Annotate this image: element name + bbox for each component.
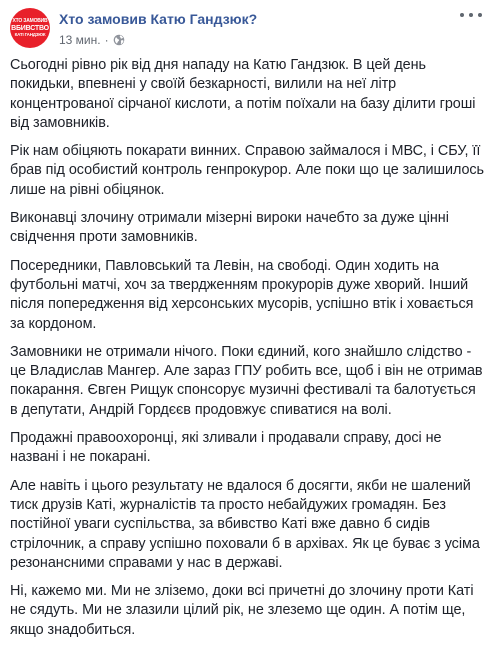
avatar-text-line-2: ВБИВСТВО [11,24,49,32]
globe-icon[interactable] [113,34,125,46]
post-paragraph-3: Виконавці злочину отримали мізерні вироки начебто за дуже цінні свідчення проти замовників. [10,210,449,246]
post-body [10,56,486,649]
post-paragraph-8: Ні, кажемо ми. Ми не зліземо, доки всі причетні до злочину проти Каті не сядуть. Ми не злазили цілий рік, не злеземо ще один. А потім ще, якщо знадобиться. [10,583,474,638]
avatar-text-line-1: ХТО ЗАМОВИВ [12,17,48,24]
more-dot-3 [478,13,482,17]
post-meta [59,33,125,47]
post-paragraph-6: Продажні правоохоронці, які зливали і продавали справу, досі не названі і не покарані. [10,430,442,466]
post-timestamp[interactable]: 13 мин. [59,33,101,47]
post-paragraph-7: Але навіть і цього результату не вдалося б досягти, якби не шалений тиск друзів Каті, журналістів та просто небайдужих громадян. Без постійної уваги суспільства, за вбивство Каті вже давно б сидів стрілочник, а справу успішно поховали б в архівах. Як це буває з усіма резонансними справами у нас в державі. [10,477,480,571]
post-paragraph-4: Посередники, Павловський та Левін, на свободі. Один ходить на футбольні матчі, хоч за твердженням прокурорів дуже хворий. Інший після попередження від херсонських мусорів, успішно втік і ховається за кордоном. [10,257,474,332]
meta-separator: · [104,33,109,47]
post-paragraph-1: Сьогодні рівно рік від дня нападу на Катю Гандзюк. В цей день покидьки, впевнені у своїй безкарності, вилили на неї літр концентрованої сірчаної кислоти, а потім поїхали на базу ділити гроші від замовників. [10,57,476,131]
post-paragraph-2: Рік нам обіцяють покарати винних. Справою займалося і МВС, і СБУ, її брав під особистий контроль генпрокурор. Але поки що це залишилось лише на рівні обіцянок. [10,143,485,198]
post-header [0,0,494,58]
page-avatar[interactable] [10,8,50,48]
avatar-text-line-3: КАТІ ГАНДЗЮК [14,31,46,37]
more-dot-2 [469,13,473,17]
post-paragraph-5: Замовники не отримали нічого. Поки єдиний, кого знайшло слідство - це Владислав Мангер. Але зараз ГПУ робить все, щоб і він не отримав покарання. Євген Рищук спонсорує музичні фестивалі та балотується в депутати, Андрій Гордєєв продовжує спиватися на волі. [10,343,483,418]
page-name-link[interactable]: Хто замовив Катю Гандзюк? [59,11,258,27]
more-options-icon[interactable] [460,8,482,22]
more-dot-1 [460,13,464,17]
